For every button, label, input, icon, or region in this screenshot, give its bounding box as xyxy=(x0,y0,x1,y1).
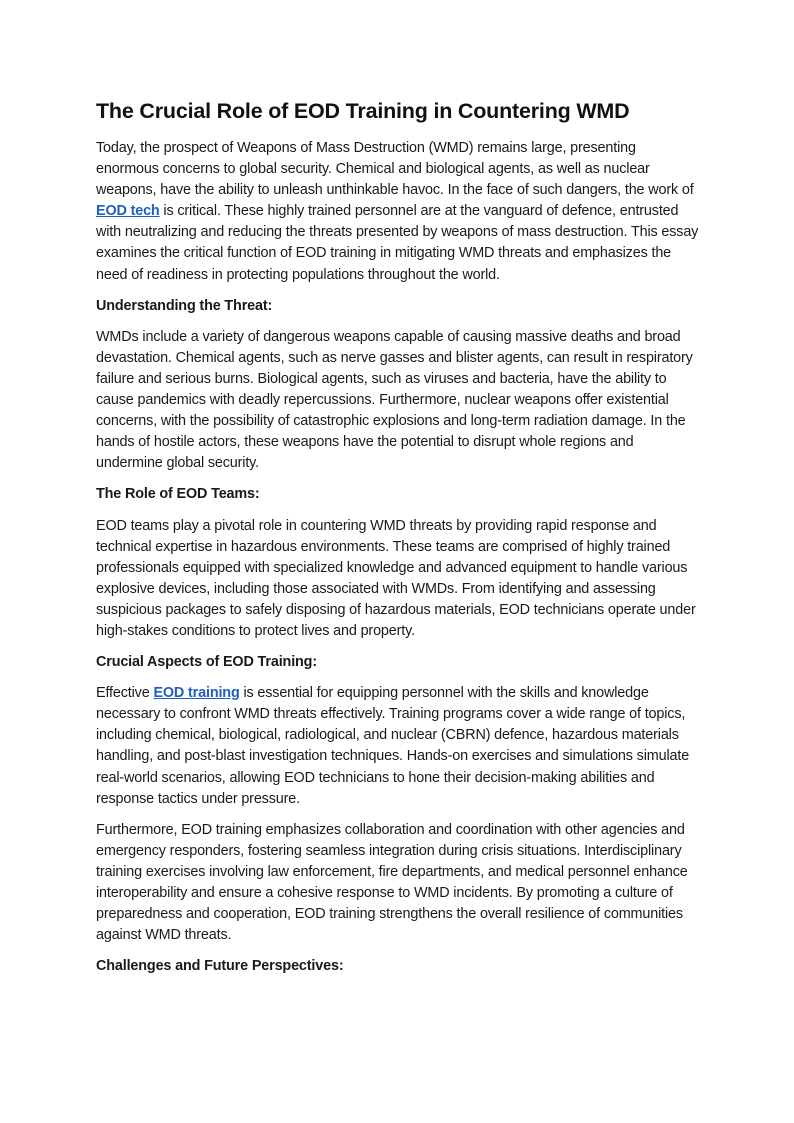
document-title: The Crucial Role of EOD Training in Countering WMD xyxy=(96,99,630,123)
training-text-after-link: is essential for equipping personnel with the skills and knowledge necessary to confront WMD threats effectively. Training programs cover a wide range of topics, including chemical, biological, radiological, and nuclear (CBRN) defence, hazardous materials handling, and post-blast investigation techniques. Hands-on exercises and simulations simulate real-world scenarios, allowing EOD technicians to hone their decision-making abilities and response tactics under pressure. xyxy=(96,685,690,807)
training-text-before-link: Effective xyxy=(96,685,154,702)
intro-text-before-link: Today, the prospect of Weapons of Mass Destruction (WMD) remains large, presenting enormous concerns to global security. Chemical and biological agents, as well as nuclear weapons, have the ability to unleash unthinkable havoc. In the face of such dangers, the work of xyxy=(96,140,694,199)
heading-understanding-threat: Understanding the Threat: xyxy=(96,297,273,314)
document-page xyxy=(96,96,700,987)
eod-tech-link[interactable]: EOD tech xyxy=(96,203,160,220)
intro-text-after-link: is critical. These highly trained personnel are at the vanguard of defence, entrusted with neutralizing and reducing the threats presented by weapons of mass destruction. This essay examines the critical function of EOD training in mitigating WMD threats and emphasizes the need of readiness in protecting populations throughout the world. xyxy=(96,203,699,283)
intro-paragraph xyxy=(96,138,700,286)
heading-role-of-eod-teams: The Role of EOD Teams: xyxy=(96,486,260,503)
eod-training-link[interactable]: EOD training xyxy=(153,685,240,702)
role-paragraph: EOD teams play a pivotal role in countering WMD threats by providing rapid response and technical expertise in hazardous environments. These teams are comprised of highly trained professionals equipped with specialized knowledge and advanced equipment to handle various explosive devices, including those associated with WMDs. From identifying and assessing suspicious packages to safely disposing of hazardous materials, EOD technicians operate under high-stakes conditions to protect lives and property. xyxy=(96,517,696,639)
heading-crucial-aspects: Crucial Aspects of EOD Training: xyxy=(96,654,317,671)
training-paragraph-1 xyxy=(96,683,700,810)
training-paragraph-2: Furthermore, EOD training emphasizes collaboration and coordination with other agencies and emergency responders, fostering seamless integration during crisis situations. Interdisciplinary training exercises involving law enforcement, fire departments, and medical personnel enhance interoperability and ensure a cohesive response to WMD incidents. By promoting a culture of preparedness and cooperation, EOD training strengthens the overall resilience of communities against WMD threats. xyxy=(96,821,688,944)
heading-challenges: Challenges and Future Perspectives: xyxy=(96,958,344,975)
threat-paragraph: WMDs include a variety of dangerous weapons capable of causing massive deaths and broad devastation. Chemical agents, such as nerve gasses and blister agents, can result in respiratory failure and serious burns. Biological agents, such as viruses and bacteria, have the ability to cause pandemics with deadly repercussions. Furthermore, nuclear weapons offer existential concerns, with the possibility of catastrophic explosions and long-term radiation damage. In the hands of hostile actors, these weapons have the potential to disrupt whole regions and undermine global security. xyxy=(96,328,693,472)
